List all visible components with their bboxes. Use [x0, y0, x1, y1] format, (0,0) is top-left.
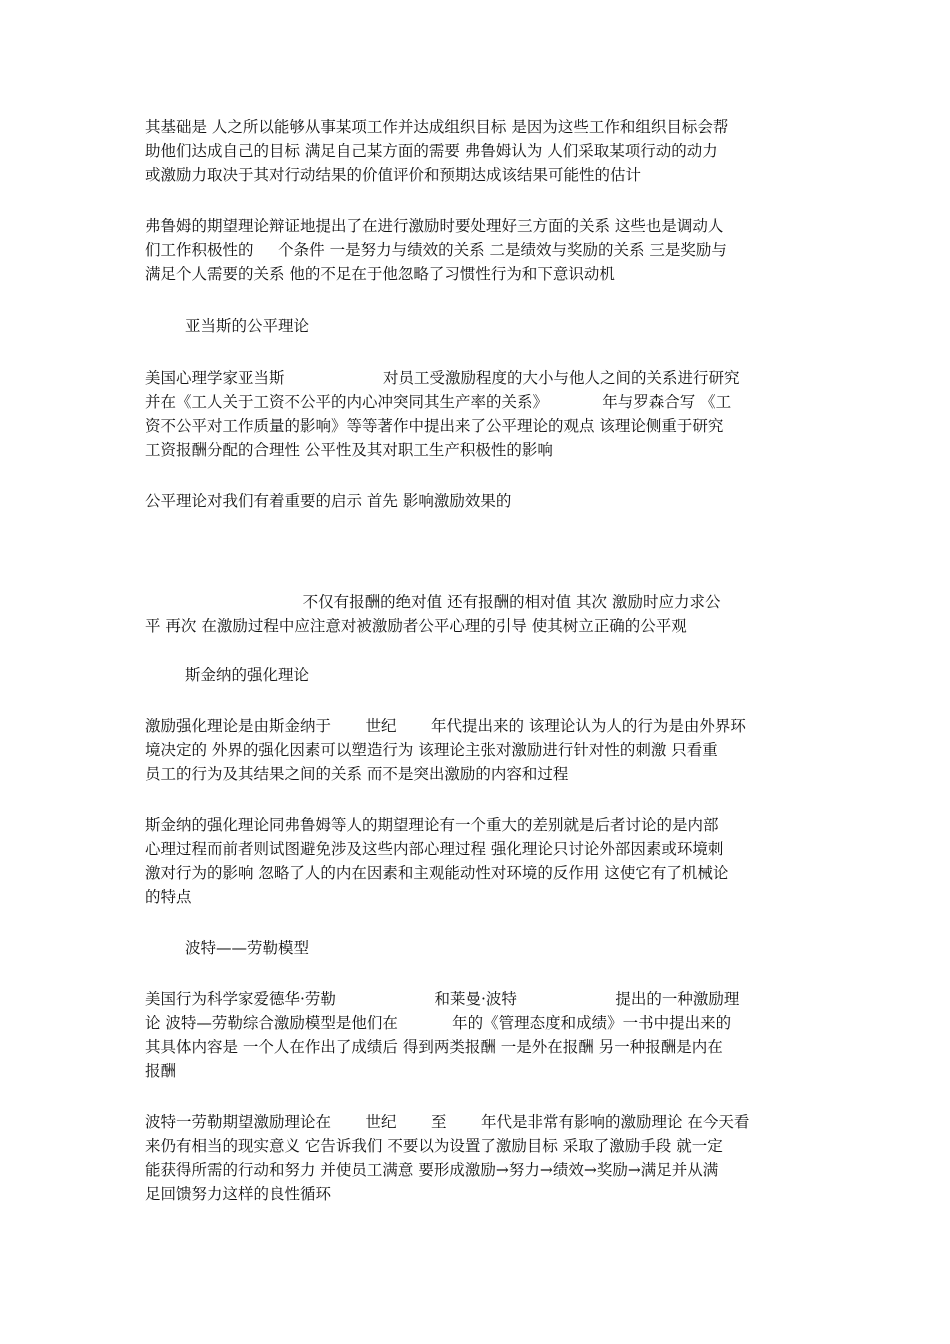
text-line: 激励强化理论是由斯金纳于 世纪 年代提出来的 该理论认为人的行为是由外界环	[145, 717, 746, 735]
text-line: 或激励力取决于其对行动结果的价值评价和预期达成该结果可能性的估计	[145, 166, 642, 184]
section-heading-porter-lawler: 波特——劳勒模型	[185, 939, 310, 957]
text-line: 激对行为的影响 忽略了人的内在因素和主观能动性对环境的反作用 这使它有了机械论	[145, 864, 729, 882]
text-line: 论 波特—劳勒综合激励模型是他们在 年的《管理态度和成绩》一书中提出来的	[145, 1014, 732, 1032]
text-line: 公平理论对我们有着重要的启示 首先 影响激励效果的	[145, 492, 512, 510]
text-line: 助他们达成自己的目标 满足自己某方面的需要 弗鲁姆认为 人们采取某项行动的动力	[145, 142, 718, 160]
section-heading-skinner: 斯金纳的强化理论	[185, 666, 310, 684]
text-line: 的特点	[145, 888, 192, 906]
text-line: 来仍有相当的现实意义 它告诉我们 不要以为设置了激励目标 采取了激励手段 就一定	[145, 1137, 723, 1155]
text-line: 们工作积极性的 个条件 一是努力与绩效的关系 二是绩效与奖励的关系 三是奖励与	[145, 241, 727, 259]
text-line: 足回馈努力这样的良性循环	[145, 1185, 332, 1203]
paragraph-expectancy-relations	[145, 214, 813, 286]
text-line: 美国心理学家亚当斯 对员工受激励程度的大小与他人之间的关系进行研究	[145, 369, 740, 387]
paragraph-equity-implication	[145, 489, 813, 513]
text-line: 报酬	[145, 1062, 177, 1080]
paragraph-skinner-comparison	[145, 813, 813, 909]
paragraph-equity-implication-cont	[145, 590, 813, 638]
text-line: 其具体内容是 一个人在作出了成绩后 得到两类报酬 一是外在报酬 另一种报酬是内在	[145, 1038, 723, 1056]
text-line: 其基础是 人之所以能够从事某项工作并达成组织目标 是因为这些工作和组织目标会帮	[145, 118, 729, 136]
text-line: 满足个人需要的关系 他的不足在于他忽略了习惯性行为和下意识动机	[145, 265, 615, 283]
section-heading-adams: 亚当斯的公平理论	[185, 317, 310, 335]
text-line: 斯金纳的强化理论同弗鲁姆等人的期望理论有一个重大的差别就是后者讨论的是内部	[145, 816, 719, 834]
text-line: 员工的行为及其结果之间的关系 而不是突出激励的内容和过程	[145, 765, 569, 783]
paragraph-expectancy-basis	[145, 115, 813, 187]
text-line: 境决定的 外界的强化因素可以塑造行为 该理论主张对激励进行针对性的刺激 只看重	[145, 741, 718, 759]
text-line: 美国行为科学家爱德华·劳勒 和莱曼·波特 提出的一种激励理	[145, 990, 740, 1008]
paragraph-adams-intro	[145, 366, 813, 462]
text-line: 弗鲁姆的期望理论辩证地提出了在进行激励时要处理好三方面的关系 这些也是调动人	[145, 217, 724, 235]
text-line: 心理过程而前者则试图避免涉及这些内部心理过程 强化理论只讨论外部因素或环境刺	[145, 840, 724, 858]
paragraph-porter-lawler-intro	[145, 987, 813, 1083]
text-line: 能获得所需的行动和努力 并使员工满意 要形成激励→努力→绩效→奖励→满足并从满	[145, 1161, 719, 1179]
text-line: 并在《工人关于工资不公平的内心冲突同其生产率的关系》 年与罗森合写 《工	[145, 393, 732, 411]
text-line: 资不公平对工作质量的影响》等等著作中提出来了公平理论的观点 该理论侧重于研究	[145, 417, 724, 435]
paragraph-porter-lawler-significance	[145, 1110, 813, 1206]
paragraph-skinner-intro	[145, 714, 813, 786]
text-line: 工资报酬分配的合理性 公平性及其对职工生产积极性的影响	[145, 441, 553, 459]
text-line: 波特一劳勒期望激励理论在 世纪 至 年代是非常有影响的激励理论 在今天看	[145, 1113, 750, 1131]
text-line: 不仅有报酬的绝对值 还有报酬的相对值 其次 激励时应力求公	[145, 593, 721, 611]
text-line: 平 再次 在激励过程中应注意对被激励者公平心理的引导 使其树立正确的公平观	[145, 617, 687, 635]
